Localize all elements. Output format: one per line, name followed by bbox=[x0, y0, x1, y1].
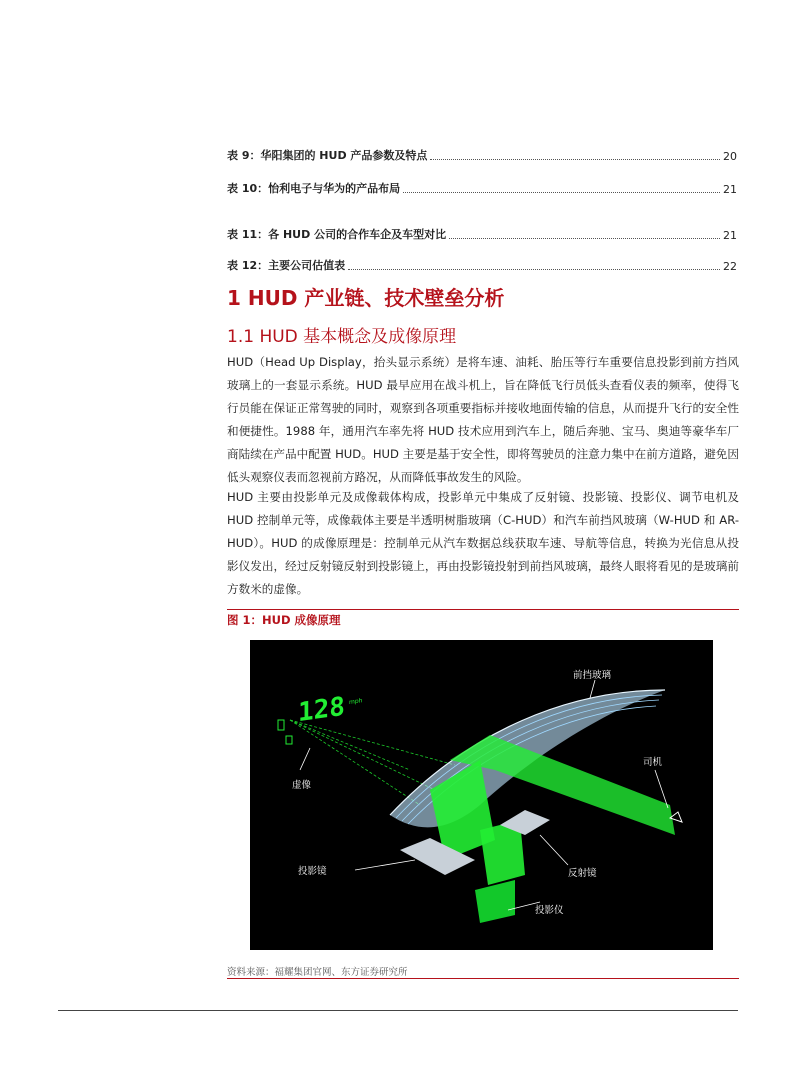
figure-bottom-rule bbox=[227, 978, 739, 979]
figure-source: 资料来源：福耀集团官网、东方证券研究所 bbox=[227, 967, 408, 978]
figure-title: 图 1：HUD 成像原理 bbox=[227, 613, 341, 627]
toc-page: 21 bbox=[723, 183, 737, 196]
toc-title: 表 9：华阳集团的 HUD 产品参数及特点 bbox=[227, 149, 428, 162]
toc-row[interactable] bbox=[227, 255, 737, 273]
display-speed: 128 bbox=[298, 691, 345, 729]
toc-leader-dots bbox=[449, 237, 720, 239]
toc-leader-dots bbox=[430, 158, 720, 160]
section-heading: 1 HUD 产业链、技术壁垒分析 bbox=[227, 286, 505, 310]
toc-row[interactable] bbox=[227, 224, 737, 242]
toc-page: 21 bbox=[723, 229, 737, 242]
hud-diagram bbox=[250, 640, 713, 950]
toc-leader-dots bbox=[348, 268, 720, 270]
label-windshield: 前挡玻璃 bbox=[573, 670, 612, 681]
light-path-beam bbox=[430, 735, 675, 923]
toc-page: 22 bbox=[723, 260, 737, 273]
label-driver: 司机 bbox=[643, 757, 663, 768]
label-projection-mirror: 投影镜 bbox=[298, 866, 327, 877]
toc-row[interactable] bbox=[227, 145, 737, 163]
toc-row[interactable] bbox=[227, 178, 737, 196]
subsection-heading: 1.1 HUD 基本概念及成像原理 bbox=[227, 327, 457, 347]
toc-leader-dots bbox=[403, 191, 720, 193]
toc-title: 表 11：各 HUD 公司的合作车企及车型对比 bbox=[227, 228, 447, 241]
display-unit: mph bbox=[349, 697, 363, 707]
label-virtual-image: 虚像 bbox=[292, 780, 312, 791]
figure-top-rule bbox=[227, 609, 739, 610]
toc-title: 表 10：怡利电子与华为的产品布局 bbox=[227, 182, 401, 195]
label-projector: 投影仪 bbox=[535, 905, 564, 916]
page-bottom-rule bbox=[58, 1010, 738, 1011]
label-reflector: 反射镜 bbox=[568, 868, 597, 879]
toc-page: 20 bbox=[723, 150, 737, 163]
body-paragraph: HUD（Head Up Display，抬头显示系统）是将车速、油耗、胎压等行车重要信息投影到前方挡风玻璃上的一套显示系统。HUD 最早应用在战斗机上，旨在降低飞行员低头查看仪表的频率，使得飞行员能在保证正常驾驶的同时，观察到各项重要指标并接收地面传输的信息，从而提升飞行的安全性和便捷性。1988 年，通用汽车率先将 HUD 技术应用到汽车上，随后奔驰、宝马、奥迪等豪华车厂商陆续在产品中配置 HUD。HUD 主要是基于安全性，即将驾驶员的注意力集中在前方道路，避免因低头观察仪表而忽视前方路况，从而降低事故发生的风险。 bbox=[227, 355, 739, 484]
body-paragraph: HUD 主要由投影单元及成像载体构成，投影单元中集成了反射镜、投影镜、投影仪、调节电机及 HUD 控制单元等，成像载体主要是半透明树脂玻璃（C-HUD）和汽车前挡风玻璃（W-HUD 和 AR-HUD）。HUD 的成像原理是：控制单元从汽车数据总线获取车速、导航等信息，转换为光信息从投影仪发出，经过反射镜反射到投影镜上，再由投影镜投射到前挡风玻璃，最终人眼将看见的是玻璃前方数米的虚像。 bbox=[227, 490, 739, 596]
toc-title: 表 12：主要公司估值表 bbox=[227, 259, 346, 272]
